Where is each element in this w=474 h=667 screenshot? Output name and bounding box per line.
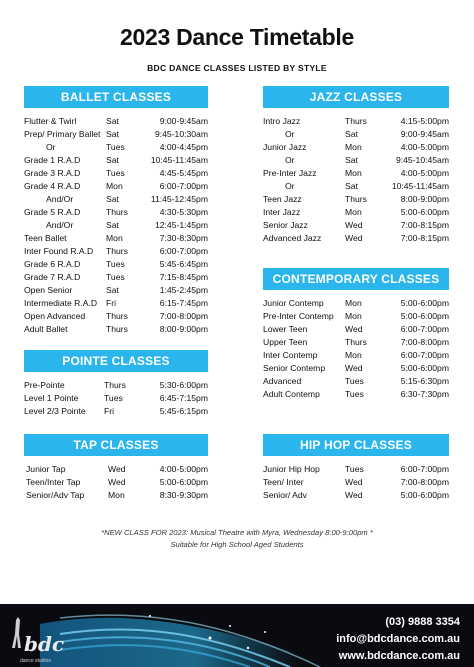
- class-day: Sat: [106, 220, 119, 230]
- class-name: Or: [46, 142, 56, 152]
- pointe-row: [24, 392, 208, 405]
- logo-wordmark: bdc: [24, 632, 65, 656]
- class-day: Wed: [345, 490, 363, 500]
- class-day: Fri: [104, 406, 115, 416]
- class-time: 12:45-1:45pm: [154, 220, 208, 230]
- class-time: 11:45-12:45pm: [150, 194, 208, 204]
- class-name: Senior/Adv Tap: [26, 490, 85, 500]
- class-time: 4:00-5:00pm: [400, 168, 449, 178]
- class-day: Mon: [345, 350, 362, 360]
- class-time: 9:45-10:45am: [395, 155, 449, 165]
- class-day: Mon: [345, 311, 362, 321]
- class-time: 7:15-8:45pm: [159, 272, 208, 282]
- class-name: Intermediate R.A.D: [24, 298, 98, 308]
- class-name: Senior/ Adv: [263, 490, 307, 500]
- jazz-heading: JAZZ CLASSES: [263, 86, 449, 108]
- class-name: Level 2/3 Pointe: [24, 406, 86, 416]
- class-time: 5:30-6:00pm: [159, 380, 208, 390]
- tap-row: [26, 463, 208, 476]
- class-name: Teen/Inter Tap: [26, 477, 81, 487]
- class-time: 4:30-5:30pm: [159, 207, 208, 217]
- class-day: Thurs: [106, 324, 128, 334]
- class-name: Prep/ Primary Ballet: [24, 129, 101, 139]
- page-title: 2023 Dance Timetable: [120, 24, 354, 50]
- tap-rows: [24, 463, 208, 502]
- ballet-row: [24, 284, 208, 297]
- class-name: Or: [285, 181, 295, 191]
- jazz-row: [263, 232, 449, 245]
- class-name: Adult Contemp: [263, 389, 320, 399]
- jazz-row: [263, 128, 449, 141]
- class-time: 6:00-7:00pm: [159, 181, 208, 191]
- class-day: Sat: [345, 129, 358, 139]
- pointe-row: [24, 379, 208, 392]
- class-time: 5:45-6:45pm: [159, 259, 208, 269]
- class-time: 4:15-5:00pm: [400, 116, 449, 126]
- ballet-row: [24, 141, 208, 154]
- contemporary-row: [263, 336, 449, 349]
- tap-section: [24, 434, 208, 502]
- class-time: 5:45-6:15pm: [159, 406, 208, 416]
- note-line-2: Suitable for High School Aged Students: [170, 540, 304, 549]
- contemporary-section: [263, 268, 449, 401]
- class-day: Sat: [106, 116, 119, 126]
- class-day: Wed: [108, 464, 126, 474]
- class-day: Tues: [345, 389, 364, 399]
- class-name: And/Or: [46, 194, 74, 204]
- class-day: Fri: [106, 298, 117, 308]
- jazz-row: [263, 154, 449, 167]
- class-name: Lower Teen: [263, 324, 308, 334]
- class-name: Or: [285, 155, 295, 165]
- ballet-row: [24, 297, 208, 310]
- class-day: Tues: [104, 393, 123, 403]
- class-day: Mon: [108, 490, 125, 500]
- class-time: 9:00-9:45am: [400, 129, 449, 139]
- class-time: 6:00-7:00pm: [400, 464, 449, 474]
- class-day: Thurs: [345, 116, 367, 126]
- class-day: Wed: [345, 233, 363, 243]
- ballet-section: [24, 86, 208, 336]
- class-name: Junior Tap: [26, 464, 66, 474]
- class-day: Mon: [345, 142, 362, 152]
- class-time: 7:00-8:15pm: [400, 233, 449, 243]
- class-day: Mon: [345, 168, 362, 178]
- class-name: Senior Jazz: [263, 220, 308, 230]
- pointe-heading: POINTE CLASSES: [24, 350, 208, 372]
- class-name: Pre-Pointe: [24, 380, 65, 390]
- class-name: And/Or: [46, 220, 74, 230]
- class-name: Inter Jazz: [263, 207, 301, 217]
- tap-row: [26, 476, 208, 489]
- ballet-row: [24, 271, 208, 284]
- class-time: 4:45-5:45pm: [159, 168, 208, 178]
- tap-heading: TAP CLASSES: [24, 434, 208, 456]
- ballet-row: [24, 154, 208, 167]
- class-name: Pre-Inter Contemp: [263, 311, 334, 321]
- jazz-row: [263, 141, 449, 154]
- ballet-row: [24, 128, 208, 141]
- hiphop-row: [263, 463, 449, 476]
- class-time: 7:30-8:30pm: [159, 233, 208, 243]
- class-name: Junior Hip Hop: [263, 464, 320, 474]
- class-day: Mon: [345, 298, 362, 308]
- class-name: Grade 1 R.A.D: [24, 155, 81, 165]
- class-name: Teen Ballet: [24, 233, 67, 243]
- contemporary-heading: CONTEMPORARY CLASSES: [263, 268, 449, 290]
- ballet-row: [24, 219, 208, 232]
- new-class-note: [0, 527, 474, 551]
- class-name: Junior Contemp: [263, 298, 324, 308]
- class-name: Senior Contemp: [263, 363, 326, 373]
- class-name: Junior Jazz: [263, 142, 307, 152]
- contact-phone[interactable]: (03) 9888 3354: [385, 616, 460, 628]
- class-day: Wed: [345, 220, 363, 230]
- bdc-logo: [6, 614, 65, 664]
- ballet-rows: [24, 115, 208, 336]
- class-day: Thurs: [106, 207, 128, 217]
- class-name: Grade 6 R.A.D: [24, 259, 81, 269]
- class-day: Tues: [345, 464, 364, 474]
- class-name: Grade 3 R.A.D: [24, 168, 81, 178]
- class-time: 6:15-7:45pm: [159, 298, 208, 308]
- class-day: Wed: [108, 477, 126, 487]
- class-name: Advanced Jazz: [263, 233, 322, 243]
- class-time: 6:00-7:00pm: [159, 246, 208, 256]
- class-name: Teen Jazz: [263, 194, 302, 204]
- jazz-row: [263, 219, 449, 232]
- class-day: Sat: [106, 129, 119, 139]
- class-day: Wed: [345, 363, 363, 373]
- note-line-1: *NEW CLASS FOR 2023: Musical Theatre with Myra, Wednesday 8:00-9:00pm *: [101, 528, 373, 537]
- class-name: Open Advanced: [24, 311, 86, 321]
- class-name: Grade 5 R.A.D: [24, 207, 81, 217]
- class-name: Advanced: [263, 376, 302, 386]
- class-day: Wed: [345, 477, 363, 487]
- class-time: 6:45-7:15pm: [159, 393, 208, 403]
- ballet-row: [24, 245, 208, 258]
- class-name: Upper Teen: [263, 337, 308, 347]
- contemporary-row: [263, 349, 449, 362]
- class-name: Intro Jazz: [263, 116, 301, 126]
- class-day: Thurs: [345, 337, 367, 347]
- class-name: Teen/ Inter: [263, 477, 304, 487]
- class-time: 6:30-7:30pm: [400, 389, 449, 399]
- class-name: Grade 4 R.A.D: [24, 181, 81, 191]
- jazz-row: [263, 115, 449, 128]
- class-day: Thurs: [106, 311, 128, 321]
- ballet-row: [24, 115, 208, 128]
- class-name: Inter Contemp: [263, 350, 318, 360]
- ballet-row: [24, 193, 208, 206]
- hiphop-section: [263, 434, 449, 502]
- hiphop-rows: [263, 463, 449, 502]
- class-day: Tues: [106, 142, 125, 152]
- class-name: Pre-Inter Jazz: [263, 168, 317, 178]
- class-time: 7:00-8:15pm: [400, 220, 449, 230]
- class-day: Sat: [106, 285, 119, 295]
- class-day: Tues: [106, 168, 125, 178]
- contemporary-row: [263, 388, 449, 401]
- class-name: Grade 7 R.A.D: [24, 272, 81, 282]
- ballet-row: [24, 180, 208, 193]
- ballet-row: [24, 323, 208, 336]
- class-day: Sat: [345, 155, 358, 165]
- class-time: 10:45-11:45am: [150, 155, 208, 165]
- contact-website[interactable]: www.bdcdance.com.au: [338, 650, 460, 662]
- class-day: Tues: [345, 376, 364, 386]
- class-time: 8:00-9:00pm: [400, 194, 449, 204]
- contemporary-row: [263, 323, 449, 336]
- class-day: Mon: [345, 207, 362, 217]
- pointe-rows: [24, 379, 208, 418]
- class-time: 9:00-9:45am: [159, 116, 208, 126]
- jazz-row: [263, 193, 449, 206]
- class-name: Level 1 Pointe: [24, 393, 79, 403]
- class-time: 7:00-8:00pm: [400, 337, 449, 347]
- class-name: Open Senior: [24, 285, 73, 295]
- class-time: 5:00-6:00pm: [400, 363, 449, 373]
- class-time: 4:00-5:00pm: [159, 464, 208, 474]
- class-time: 5:15-6:30pm: [400, 376, 449, 386]
- class-time: 4:00-4:45pm: [159, 142, 208, 152]
- class-name: Flutter & Twirl: [24, 116, 77, 126]
- class-time: 4:00-5:00pm: [400, 142, 449, 152]
- class-name: Adult Ballet: [24, 324, 68, 334]
- class-day: Mon: [106, 233, 123, 243]
- class-time: 8:00-9:00pm: [159, 324, 208, 334]
- hiphop-row: [263, 489, 449, 502]
- class-time: 6:00-7:00pm: [400, 324, 449, 334]
- contemporary-row: [263, 297, 449, 310]
- class-day: Tues: [106, 259, 125, 269]
- hiphop-heading: HIP HOP CLASSES: [263, 434, 449, 456]
- jazz-rows: [263, 115, 449, 245]
- ballet-row: [24, 310, 208, 323]
- class-time: 6:00-7:00pm: [400, 350, 449, 360]
- ballet-heading: BALLET CLASSES: [24, 86, 208, 108]
- pointe-section: [24, 350, 208, 418]
- ballet-row: [24, 232, 208, 245]
- contact-block: [336, 614, 460, 665]
- class-day: Tues: [106, 272, 125, 282]
- class-day: Sat: [345, 181, 358, 191]
- contact-email[interactable]: info@bdcdance.com.au: [336, 633, 460, 645]
- class-time: 5:00-6:00pm: [400, 207, 449, 217]
- jazz-row: [263, 167, 449, 180]
- class-day: Thurs: [345, 194, 367, 204]
- tap-row: [26, 489, 208, 502]
- class-day: Sat: [106, 155, 119, 165]
- ballet-row: [24, 258, 208, 271]
- class-day: Wed: [345, 324, 363, 334]
- class-time: 10:45-11:45am: [391, 181, 449, 191]
- contemporary-rows: [263, 297, 449, 401]
- page-subtitle: BDC DANCE CLASSES LISTED BY STYLE: [147, 63, 327, 73]
- jazz-row: [263, 206, 449, 219]
- footer: [0, 604, 474, 667]
- class-day: Thurs: [106, 246, 128, 256]
- class-time: 5:00-6:00pm: [159, 477, 208, 487]
- class-day: Sat: [106, 194, 119, 204]
- jazz-section: [263, 86, 449, 245]
- class-name: Inter Found R.A.D: [24, 246, 94, 256]
- jazz-row: [263, 180, 449, 193]
- class-time: 5:00-6:00pm: [400, 311, 449, 321]
- class-time: 8:30-9:30pm: [159, 490, 208, 500]
- ballet-row: [24, 167, 208, 180]
- contemporary-row: [263, 375, 449, 388]
- class-day: Thurs: [104, 380, 126, 390]
- contemporary-row: [263, 310, 449, 323]
- class-time: 5:00-6:00pm: [400, 298, 449, 308]
- class-time: 7:00-8:00pm: [400, 477, 449, 487]
- contemporary-row: [263, 362, 449, 375]
- class-day: Mon: [106, 181, 123, 191]
- class-time: 1:45-2:45pm: [159, 285, 208, 295]
- pointe-row: [24, 405, 208, 418]
- class-time: 9:45-10:30am: [154, 129, 208, 139]
- class-time: 7:00-8:00pm: [159, 311, 208, 321]
- class-name: Or: [285, 129, 295, 139]
- class-time: 5:00-6:00pm: [400, 490, 449, 500]
- ballet-row: [24, 206, 208, 219]
- hiphop-row: [263, 476, 449, 489]
- logo-subtitle: dance studios: [20, 658, 51, 664]
